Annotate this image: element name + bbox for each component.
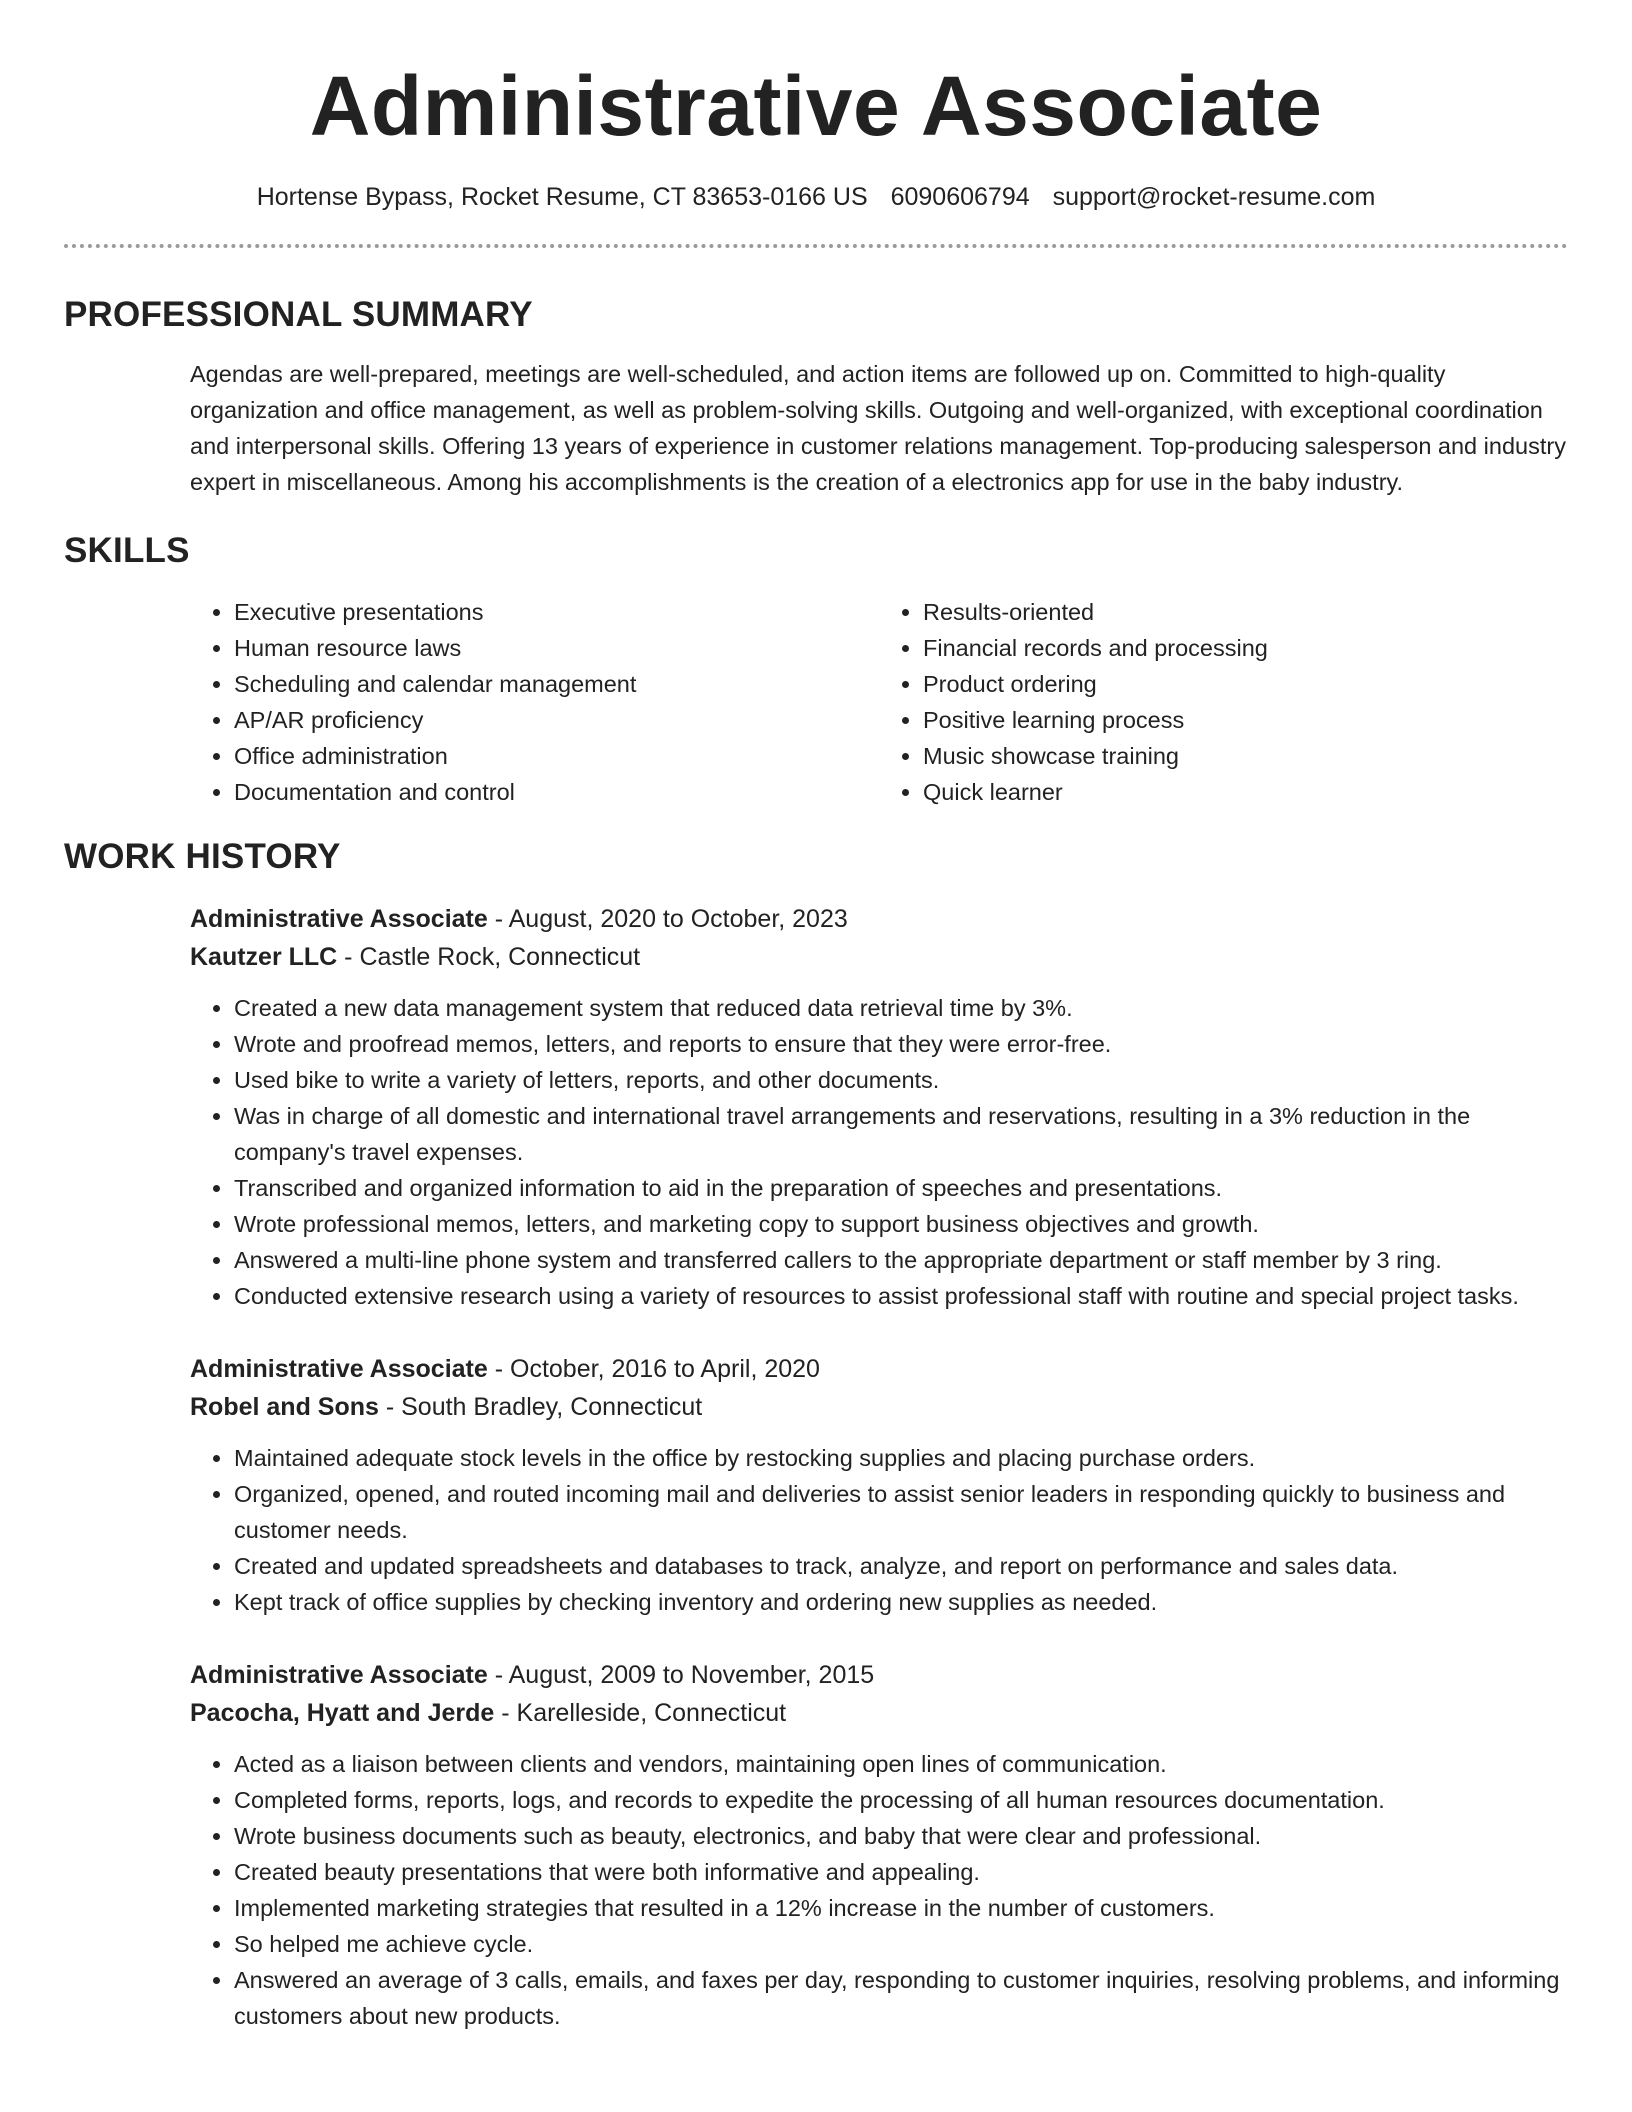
work-history-section xyxy=(64,836,1568,2034)
skill-item: • AP/AR proficiency xyxy=(234,702,879,738)
skills-right-column xyxy=(879,594,1568,810)
job-bullets xyxy=(190,1746,1568,2034)
job-bullet: • Created beauty presentations that were both informative and appealing. xyxy=(234,1854,1568,1890)
work-history-heading: WORK HISTORY xyxy=(64,837,341,876)
job-company-line xyxy=(190,1388,1568,1426)
job-company-line xyxy=(190,938,1568,976)
skill-item: • Music showcase training xyxy=(923,738,1568,774)
job-location: - Karelleside, Connecticut xyxy=(494,1699,787,1727)
skills-left-column xyxy=(190,594,879,810)
summary-heading: PROFESSIONAL SUMMARY xyxy=(64,295,533,334)
job-bullet: • Created a new data management system that reduced data retrieval time by 3%. xyxy=(234,990,1568,1026)
skills-grid xyxy=(190,594,1568,810)
skill-item: • Office administration xyxy=(234,738,879,774)
job-dates: - August, 2020 to October, 2023 xyxy=(487,905,848,933)
job-entry xyxy=(190,1350,1568,1620)
job-bullet: • Created and updated spreadsheets and databases to track, analyze, and report on performance and sales data. xyxy=(234,1548,1568,1584)
job-location: - South Bradley, Connecticut xyxy=(378,1393,703,1421)
skill-item: • Executive presentations xyxy=(234,594,879,630)
job-bullet: • Wrote professional memos, letters, and marketing copy to support business objectives and growth. xyxy=(234,1206,1568,1242)
contact-line xyxy=(64,180,1568,214)
job-bullets xyxy=(190,990,1568,1314)
skill-item: • Results-oriented xyxy=(923,594,1568,630)
skill-item: • Quick learner xyxy=(923,774,1568,810)
job-bullet: • Completed forms, reports, logs, and records to expedite the processing of all human resources documentation. xyxy=(234,1782,1568,1818)
resume-name: Administrative Associate xyxy=(309,59,1323,153)
job-bullet: • Organized, opened, and routed incoming mail and deliveries to assist senior leaders in responding quickly to business and customer needs. xyxy=(234,1476,1568,1548)
job-bullet: • Conducted extensive research using a variety of resources to assist professional staff with routine and special project tasks. xyxy=(234,1278,1568,1314)
skill-item: • Documentation and control xyxy=(234,774,879,810)
skills-section xyxy=(64,530,1568,810)
job-company: Kautzer LLC xyxy=(190,943,338,971)
job-role: Administrative Associate xyxy=(190,1355,488,1383)
job-bullet: • So helped me achieve cycle. xyxy=(234,1926,1568,1962)
skill-item: • Positive learning process xyxy=(923,702,1568,738)
header-divider xyxy=(64,244,1568,248)
job-entry xyxy=(190,900,1568,1314)
job-bullet: • Wrote business documents such as beauty, electronics, and baby that were clear and professional. xyxy=(234,1818,1568,1854)
contact-email: support@rocket-resume.com xyxy=(1052,183,1376,211)
job-bullet: • Answered an average of 3 calls, emails, and faxes per day, responding to customer inquiries, resolving problems, and informing customers about new products. xyxy=(234,1962,1568,2034)
job-bullet: • Wrote and proofread memos, letters, and reports to ensure that they were error-free. xyxy=(234,1026,1568,1062)
job-bullets xyxy=(190,1440,1568,1620)
job-company-line xyxy=(190,1694,1568,1732)
job-bullet: • Was in charge of all domestic and international travel arrangements and reservations, resulting in a 3% reduction in the company's travel expenses. xyxy=(234,1098,1568,1170)
job-title-line xyxy=(190,900,1568,938)
job-entry xyxy=(190,1656,1568,2034)
job-location: - Castle Rock, Connecticut xyxy=(337,943,641,971)
job-company: Pacocha, Hyatt and Jerde xyxy=(190,1699,495,1727)
job-company: Robel and Sons xyxy=(190,1393,379,1421)
job-bullet: • Maintained adequate stock levels in the office by restocking supplies and placing purchase orders. xyxy=(234,1440,1568,1476)
job-bullet: • Transcribed and organized information to aid in the preparation of speeches and presentations. xyxy=(234,1170,1568,1206)
job-bullet: • Used bike to write a variety of letters, reports, and other documents. xyxy=(234,1062,1568,1098)
skill-item: • Product ordering xyxy=(923,666,1568,702)
skill-item: • Human resource laws xyxy=(234,630,879,666)
job-bullet: • Answered a multi-line phone system and transferred callers to the appropriate department or staff member by 3 ring. xyxy=(234,1242,1568,1278)
job-dates: - August, 2009 to November, 2015 xyxy=(487,1661,875,1689)
job-role: Administrative Associate xyxy=(190,905,488,933)
job-bullet: • Kept track of office supplies by checking inventory and ordering new supplies as needed. xyxy=(234,1584,1568,1620)
skill-item: • Financial records and processing xyxy=(923,630,1568,666)
job-bullet: • Acted as a liaison between clients and vendors, maintaining open lines of communication. xyxy=(234,1746,1568,1782)
contact-phone: 6090606794 xyxy=(890,183,1030,211)
job-bullet: • Implemented marketing strategies that resulted in a 12% increase in the number of customers. xyxy=(234,1890,1568,1926)
job-dates: - October, 2016 to April, 2020 xyxy=(487,1355,820,1383)
summary-section xyxy=(64,294,1568,500)
job-title-line xyxy=(190,1350,1568,1388)
contact-address: Hortense Bypass, Rocket Resume, CT 83653-0166 US xyxy=(256,183,868,211)
skill-item: • Scheduling and calendar management xyxy=(234,666,879,702)
job-title-line xyxy=(190,1656,1568,1694)
skills-heading: SKILLS xyxy=(64,531,190,570)
job-role: Administrative Associate xyxy=(190,1661,488,1689)
summary-text: Agendas are well-prepared, meetings are well-scheduled, and action items are followed up on. Committed to high-quality organization and office management, as well as problem-solving skills. Outgoing and well-organized, with exceptional coordination and interpersonal skills. Offering 13 years of experience in customer relations management. Top-producing salesperson and industry expert in miscellaneous. Among his accomplishments is the creation of a electronics app for use in the baby industry. xyxy=(190,361,1566,495)
